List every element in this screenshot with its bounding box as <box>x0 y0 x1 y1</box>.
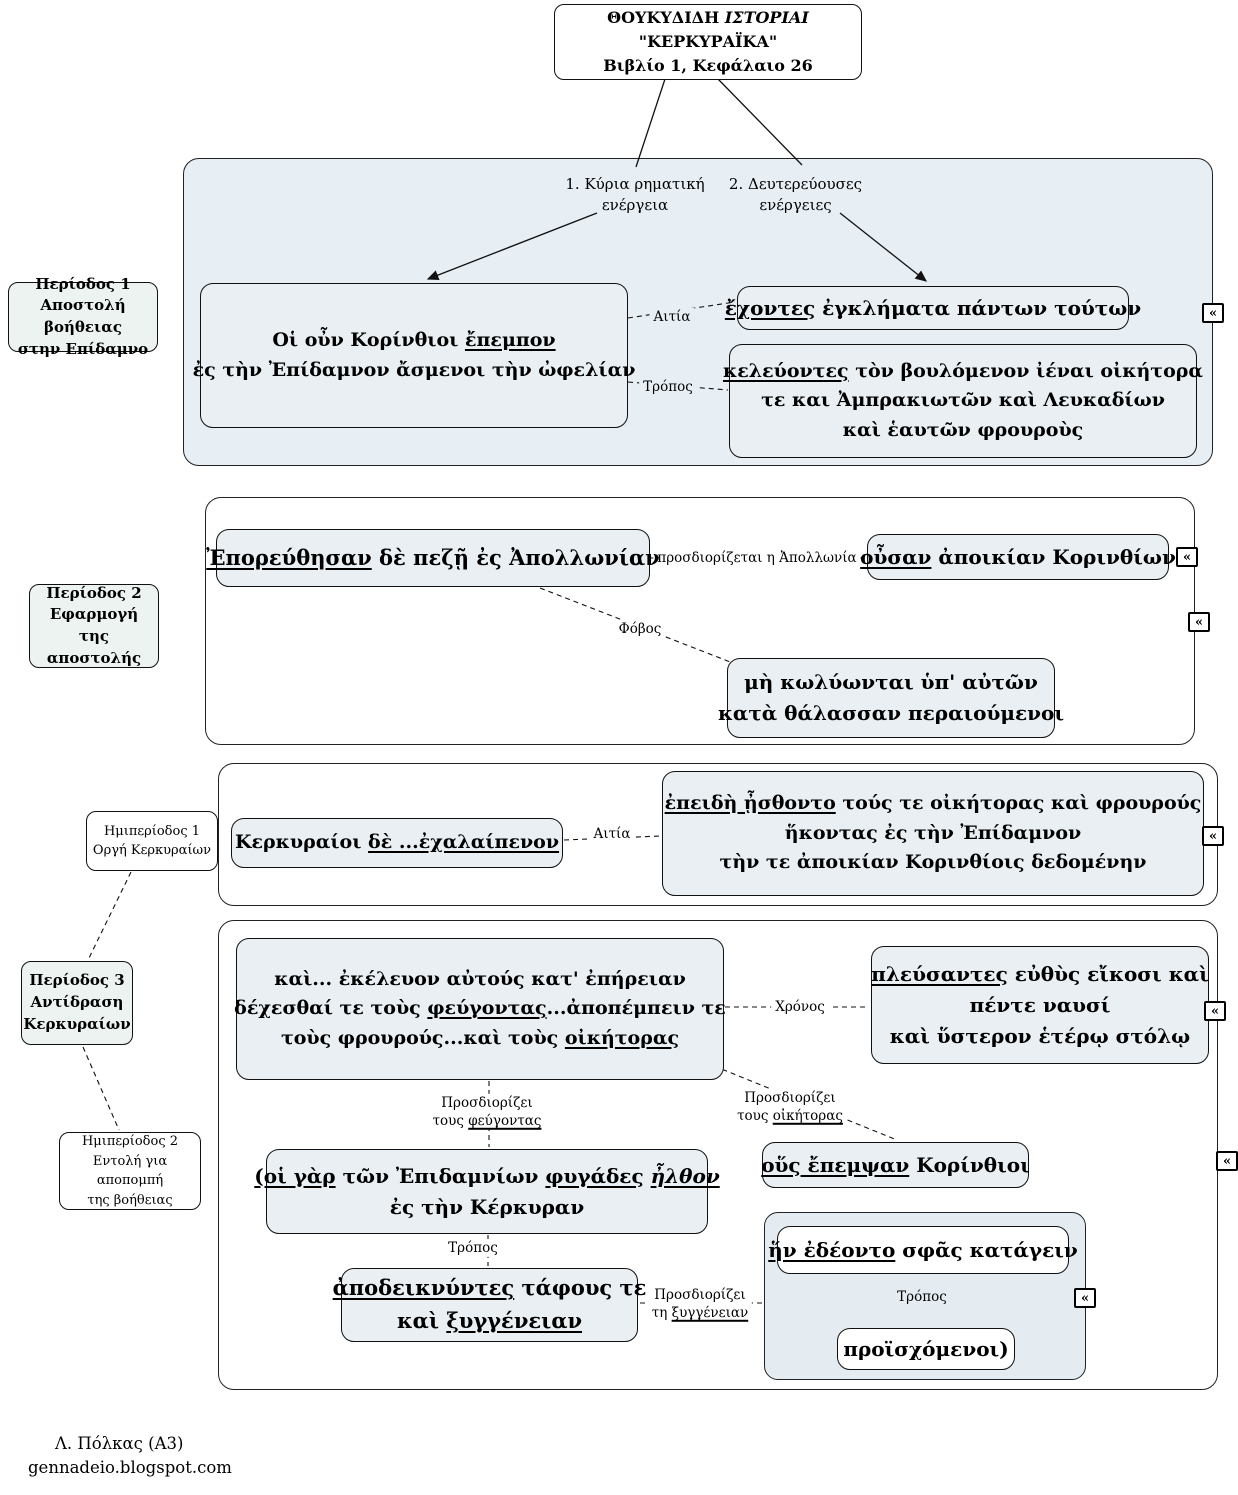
relation-label-tropos-2: Τρόπος <box>444 1239 502 1257</box>
clause-box-ekeleuon <box>236 938 724 1080</box>
clause-line <box>397 1305 582 1338</box>
clause-line <box>871 959 1208 990</box>
text-segment: σφᾶς κατάγειν <box>895 1237 1078 1262</box>
text-segment: τη <box>651 1305 672 1321</box>
clause-box-echontes <box>724 286 1142 330</box>
relation-label-fovos: Φόβος <box>615 620 666 638</box>
arrow-label2-to-echontes <box>840 213 926 281</box>
label-line <box>737 1107 843 1125</box>
text-segment-underlined: ἔχοντες <box>724 295 816 320</box>
clause-line <box>333 1272 647 1305</box>
title-work: ΘΟΥΚΥΔΙΔΗ <box>607 8 725 27</box>
text-segment-underlined: φεύγοντας <box>427 997 547 1020</box>
credit-author: Λ. Πόλκας (Α3) <box>55 1434 184 1453</box>
clause-box-eporeuthisan <box>206 529 660 587</box>
label-line <box>433 1112 542 1130</box>
dash-half1-to-period3 <box>89 872 131 958</box>
text-segment-underlined: φυγάδες <box>545 1163 644 1188</box>
clause-box-oi-gar <box>254 1149 720 1234</box>
clause-line <box>281 1024 679 1053</box>
title-line-work <box>555 6 861 30</box>
text-segment: ...ἀποπέμπειν τε <box>546 997 726 1020</box>
clause-line: τὴν τε ἀποικίαν Κορινθίοις δεδομένην <box>719 851 1147 874</box>
period-line: της αποστολής <box>46 627 142 667</box>
note-link-icon[interactable]: « <box>1202 826 1224 846</box>
clause-box-keleuontes <box>722 344 1204 458</box>
half-period-line: της βοήθειας <box>87 1192 173 1208</box>
text-segment: ἀποικίαν Κορινθίων <box>931 544 1176 569</box>
title-work-italic: ΙΣΤΟΡΙΑΙ <box>724 8 809 27</box>
text-segment-underlined: ἀποδεικνύντες <box>332 1275 515 1301</box>
text-segment: τὸν βουλόμενον ἰέναι οἰκήτορα <box>848 359 1204 382</box>
period-line: Κερκυραίων <box>23 1014 131 1033</box>
clause-box-kerkyraioi <box>231 818 563 868</box>
note-link-icon[interactable]: « <box>1176 547 1198 567</box>
text-segment-underlined: οἰκήτορας <box>772 1108 843 1124</box>
label-line: 1. Κύρια ρηματική <box>565 175 705 193</box>
half-period-line: Εντολή για αποπομπή <box>92 1153 168 1188</box>
text-segment-underlined: φεύγοντας <box>468 1113 542 1129</box>
credit-site: gennadeio.blogspot.com <box>28 1458 232 1477</box>
text-segment-underlined: ξυγγένειαν <box>446 1308 583 1333</box>
half-period-line: Ημιπερίοδος 2 <box>81 1134 179 1149</box>
period-2-box <box>29 584 159 668</box>
half-period-1-box <box>86 811 218 871</box>
clause-line <box>235 828 559 857</box>
clause-line: προϊσχόμενοι) <box>843 1336 1009 1361</box>
clause-box-mi-koluontai <box>717 658 1065 738</box>
clause-line: μὴ κωλύωνται ὑπ' αὐτῶν <box>744 670 1038 694</box>
dash-period3-to-half2 <box>83 1047 119 1130</box>
note-link-icon[interactable]: « <box>1204 1001 1226 1021</box>
text-segment-underlined-italic: ἦλθον <box>650 1163 720 1188</box>
text-segment-underlined: ξυγγένειαν <box>671 1305 749 1321</box>
text-segment: τάφους τε <box>514 1275 647 1301</box>
relation-label-aitia-2: Αιτία <box>590 825 635 843</box>
label-line: Προσδιορίζει <box>441 1094 533 1111</box>
half-period-line: Ημιπερίοδος 1 <box>103 823 201 839</box>
label-line: ενέργειες <box>759 196 832 214</box>
line-title-to-label2 <box>718 79 802 165</box>
clause-line: ἥκοντας ἐς τὴν Ἐπίδαμνον <box>784 821 1082 844</box>
clause-line: ἐς τὴν Κέρκυραν <box>389 1194 585 1219</box>
relation-label-tropos-3: Τρόπος <box>893 1288 951 1306</box>
text-segment-underlined: κελεύοντες <box>722 359 849 382</box>
text-segment-underlined: οὕς ἔπεμψαν <box>761 1152 910 1177</box>
label-line: 2. Δευτερεύουσες <box>728 175 863 193</box>
text-segment-underlined: οἰκήτορας <box>564 1026 680 1049</box>
text-segment: δὲ πεζῇ ἐς Ἀπολλωνίαν <box>371 544 660 570</box>
clause-line <box>665 789 1202 818</box>
period-line: Περίοδος 1 <box>35 274 131 293</box>
text-segment-underlined: Ἐπορεύθησαν <box>206 544 372 570</box>
clause-line <box>272 326 555 355</box>
relation-label-prosdiorizei-oikitoras <box>733 1089 847 1125</box>
relation-label-tropos-1: Τρόπος <box>639 378 697 396</box>
clause-box-ousan <box>860 534 1176 580</box>
period-3-box <box>21 961 133 1045</box>
relation-label-prosdiorizei-feugontas <box>429 1094 546 1130</box>
text-segment-underlined: δὲ ...ἐχαλαίπενον <box>368 831 560 854</box>
period-line: Αντίδραση <box>30 993 124 1012</box>
period-line: στην Επίδαμνο <box>17 339 149 358</box>
note-link-icon[interactable]: « <box>1216 1151 1238 1171</box>
clause-line: ἐς τὴν Ἐπίδαμνον ἄσμενοι τὴν ὠφελίαν <box>192 358 636 381</box>
clause-line: πέντε ναυσί <box>969 992 1111 1017</box>
clause-line <box>761 1150 1030 1181</box>
clause-box-ous-epempsan <box>762 1142 1029 1188</box>
text-segment-underlined: ἥν ἐδέοντο <box>768 1237 896 1262</box>
text-segment: καὶ <box>396 1308 447 1333</box>
clause-line <box>206 542 659 575</box>
clause-box-proischomenoi <box>837 1328 1015 1370</box>
text-segment: Οἱ οὖν Κορίνθιοι <box>272 329 465 352</box>
text-segment: Κορίνθιοι <box>909 1152 1030 1177</box>
text-segment: τῶν Ἐπιδαμνίων <box>335 1163 546 1188</box>
text-segment-underlined: οὖσαν <box>860 544 932 569</box>
period-line: Εφαρμογή <box>49 605 139 624</box>
text-segment-underlined: (οἱ γὰρ <box>254 1163 336 1188</box>
label-secondary-actions <box>718 174 873 216</box>
line-title-to-label1 <box>636 79 665 167</box>
title-subtitle: "ΚΕΡΚΥΡΑΪΚΑ" <box>638 32 778 51</box>
clause-line: καὶ ὕστερον ἑτέρῳ στόλῳ <box>889 1023 1191 1048</box>
clause-line: καὶ ἑαυτῶν φρουροὺς <box>842 418 1084 441</box>
note-link-icon[interactable]: « <box>1202 303 1224 323</box>
relation-label-chronos: Χρόνος <box>771 998 829 1016</box>
text-segment: Κερκυραίοι <box>234 831 369 854</box>
clause-box-pleusantes <box>871 946 1209 1064</box>
text-segment: εὐθὺς εἴκοσι καὶ <box>1007 961 1209 986</box>
clause-line <box>234 994 726 1023</box>
clause-box-corinthians-sent <box>192 283 636 428</box>
clause-line <box>723 357 1203 386</box>
clause-box-apodeiknyntes <box>332 1268 647 1342</box>
clause-box-epeidi <box>662 771 1204 896</box>
text-segment: τους <box>737 1108 773 1124</box>
relation-label-prosdiorizetai-apollonia: προσδιορίζεται η Ἀπολλωνία <box>653 549 860 567</box>
diagram-title-box <box>554 4 862 80</box>
clause-line: κατὰ θάλασσαν περαιούμενοι <box>717 701 1065 725</box>
clause-line <box>254 1161 719 1192</box>
text-segment: δέχεσθαί τε τοὺς <box>234 997 428 1020</box>
text-segment: τούς τε οἰκήτορας καὶ φρουρούς <box>835 792 1202 815</box>
label-main-verbal-action <box>555 174 715 216</box>
note-link-icon[interactable]: « <box>1188 612 1210 632</box>
label-line: Προσδιορίζει <box>654 1286 746 1303</box>
label-line: Προσδιορίζει <box>744 1089 836 1106</box>
note-link-icon[interactable]: « <box>1074 1288 1096 1308</box>
text-segment: τοὺς φρουρούς...καὶ τοὺς <box>280 1026 565 1049</box>
label-line <box>652 1304 748 1322</box>
text-segment: ἐγκλήματα πάντων τούτων <box>815 295 1142 320</box>
label-line: ενέργεια <box>601 196 669 214</box>
relation-label-aitia-1: Αιτία <box>650 308 695 326</box>
clause-box-in-edeonto <box>768 1226 1078 1274</box>
text-segment-underlined: πλεύσαντες <box>871 961 1008 986</box>
period-line: Περίοδος 2 <box>46 583 142 602</box>
half-period-2-box <box>59 1132 201 1210</box>
text-segment: τους <box>432 1113 469 1129</box>
text-segment-underlined: ἐπειδὴ ᾖσθοντο <box>664 792 836 815</box>
relation-label-prosdiorizei-xyggeneian <box>648 1286 752 1322</box>
clause-line: καὶ... ἐκέλευον αὐτούς κατ' ἐπήρειαν <box>274 967 686 990</box>
clause-line <box>860 542 1176 573</box>
clause-line <box>725 293 1141 324</box>
clause-line: τε και Ἀμπρακιωτῶν καὶ Λευκαδίων <box>761 389 1165 412</box>
arrow-label1-to-main-clause <box>428 213 597 279</box>
text-segment-underlined: ἔπεμπον <box>464 329 556 352</box>
text-segment <box>644 1164 651 1188</box>
period-line: Περίοδος 3 <box>29 971 125 990</box>
period-line: Αποστολή βοήθειας <box>40 296 126 336</box>
title-ref: Βιβλίο 1, Κεφάλαιο 26 <box>603 56 813 75</box>
clause-line <box>768 1235 1078 1266</box>
half-period-line: Οργή Κερκυραίων <box>92 843 212 858</box>
period-1-box <box>8 274 158 358</box>
